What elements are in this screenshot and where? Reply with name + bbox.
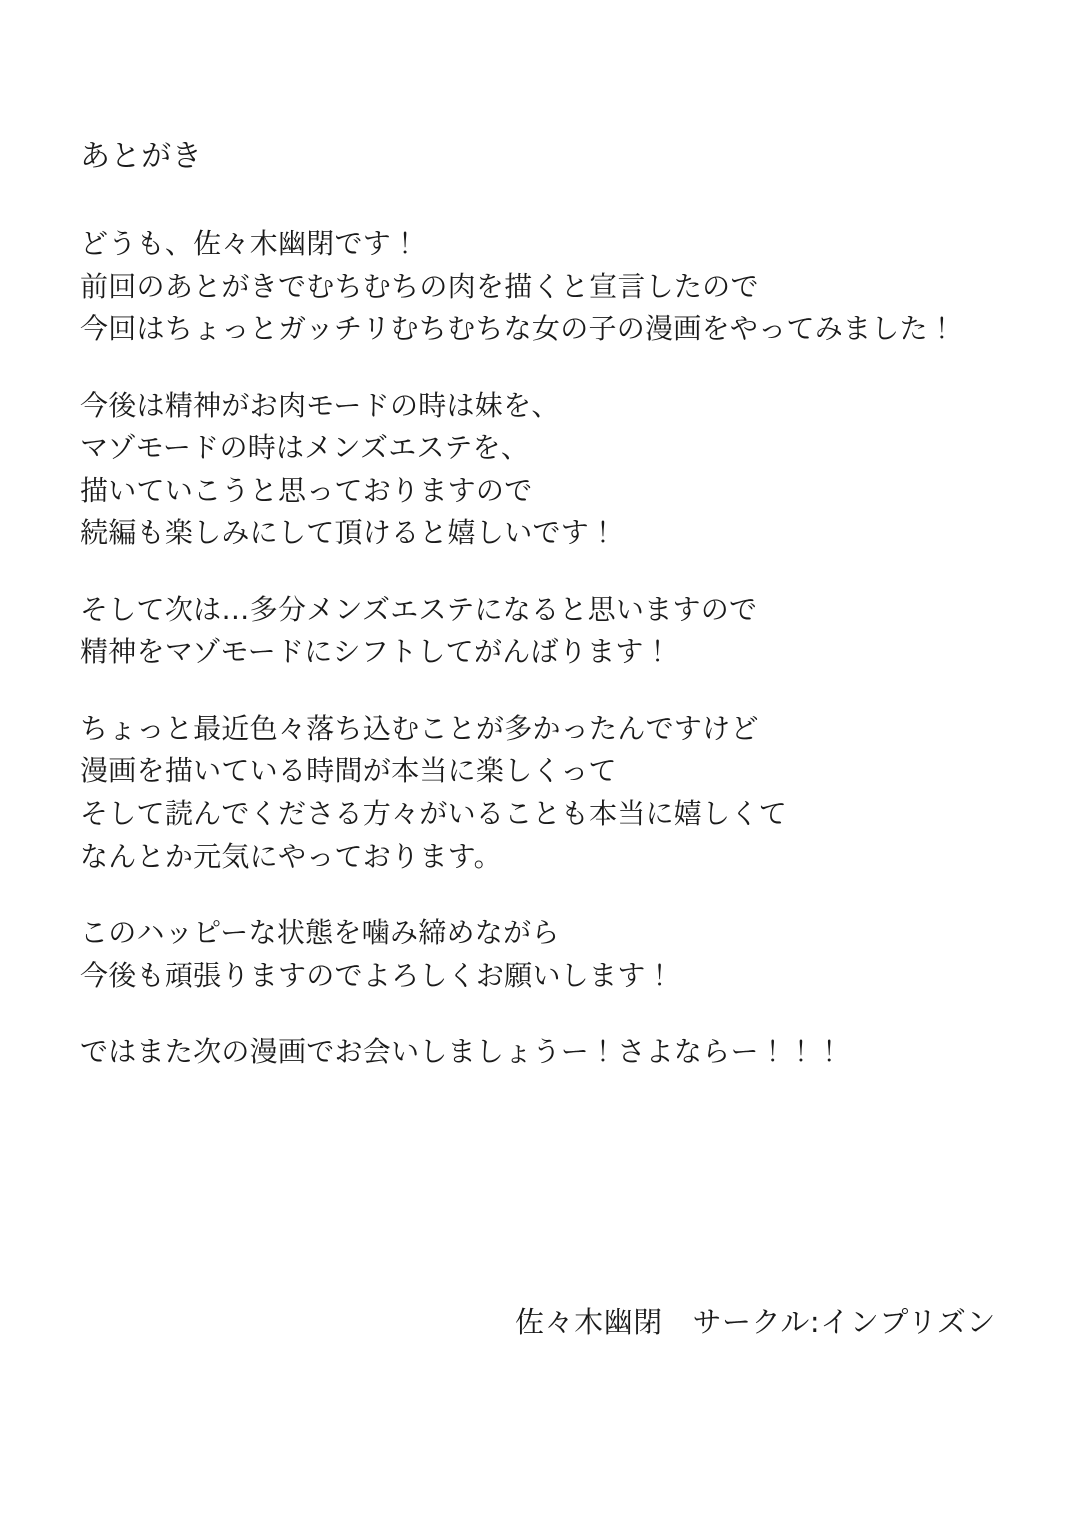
text-line: なんとか元気にやっております。 <box>80 839 502 873</box>
text-line: ちょっと最近色々落ち込むことが多かったんですけど <box>80 711 759 745</box>
text-line: 今後も頑張りますのでよろしくお願いします！ <box>80 958 674 992</box>
text-line: そして次は…多分メンズエステになると思いますので <box>80 592 758 626</box>
paragraph-4 <box>80 708 1010 878</box>
text-line: そして読んでくださる方々がいることも本当に嬉しくて <box>80 797 788 831</box>
text-line: ではまた次の漫画でお会いしましょうー！さよならー！！！ <box>80 1035 844 1069</box>
paragraph-3 <box>80 589 1010 674</box>
afterword-body <box>80 134 1010 1074</box>
text-line: 精神をマゾモードにシフトしてがんばります！ <box>80 635 672 669</box>
text-line: 漫画を描いている時間が本当に楽しくって <box>80 754 617 788</box>
text-line: 続編も楽しみにして頂けると嬉しいです！ <box>80 516 618 550</box>
text-line: 前回のあとがきでむちむちの肉を描くと宣言したので <box>80 269 759 303</box>
text-line: 描いていこうと思っておりますので <box>80 473 533 507</box>
text-line: どうも、佐々木幽閉です！ <box>80 227 420 260</box>
paragraph-6 <box>80 1031 1010 1074</box>
paragraph-2 <box>80 385 1010 555</box>
text-line: 今回はちょっとガッチリむちむちな女の子の漫画をやってみました！ <box>80 312 957 346</box>
text-line: 今後は精神がお肉モードの時は妹を、 <box>80 388 560 422</box>
text-line: マゾモードの時はメンズエステを、 <box>80 431 530 465</box>
paragraph-1 <box>80 223 1010 351</box>
author-signature: 佐々木幽閉 サークル:インプリズン <box>514 1305 996 1339</box>
text-line: このハッピーな状態を噛み締めながら <box>80 916 560 950</box>
page-title: あとがき <box>80 139 203 174</box>
paragraph-5 <box>80 912 1010 997</box>
